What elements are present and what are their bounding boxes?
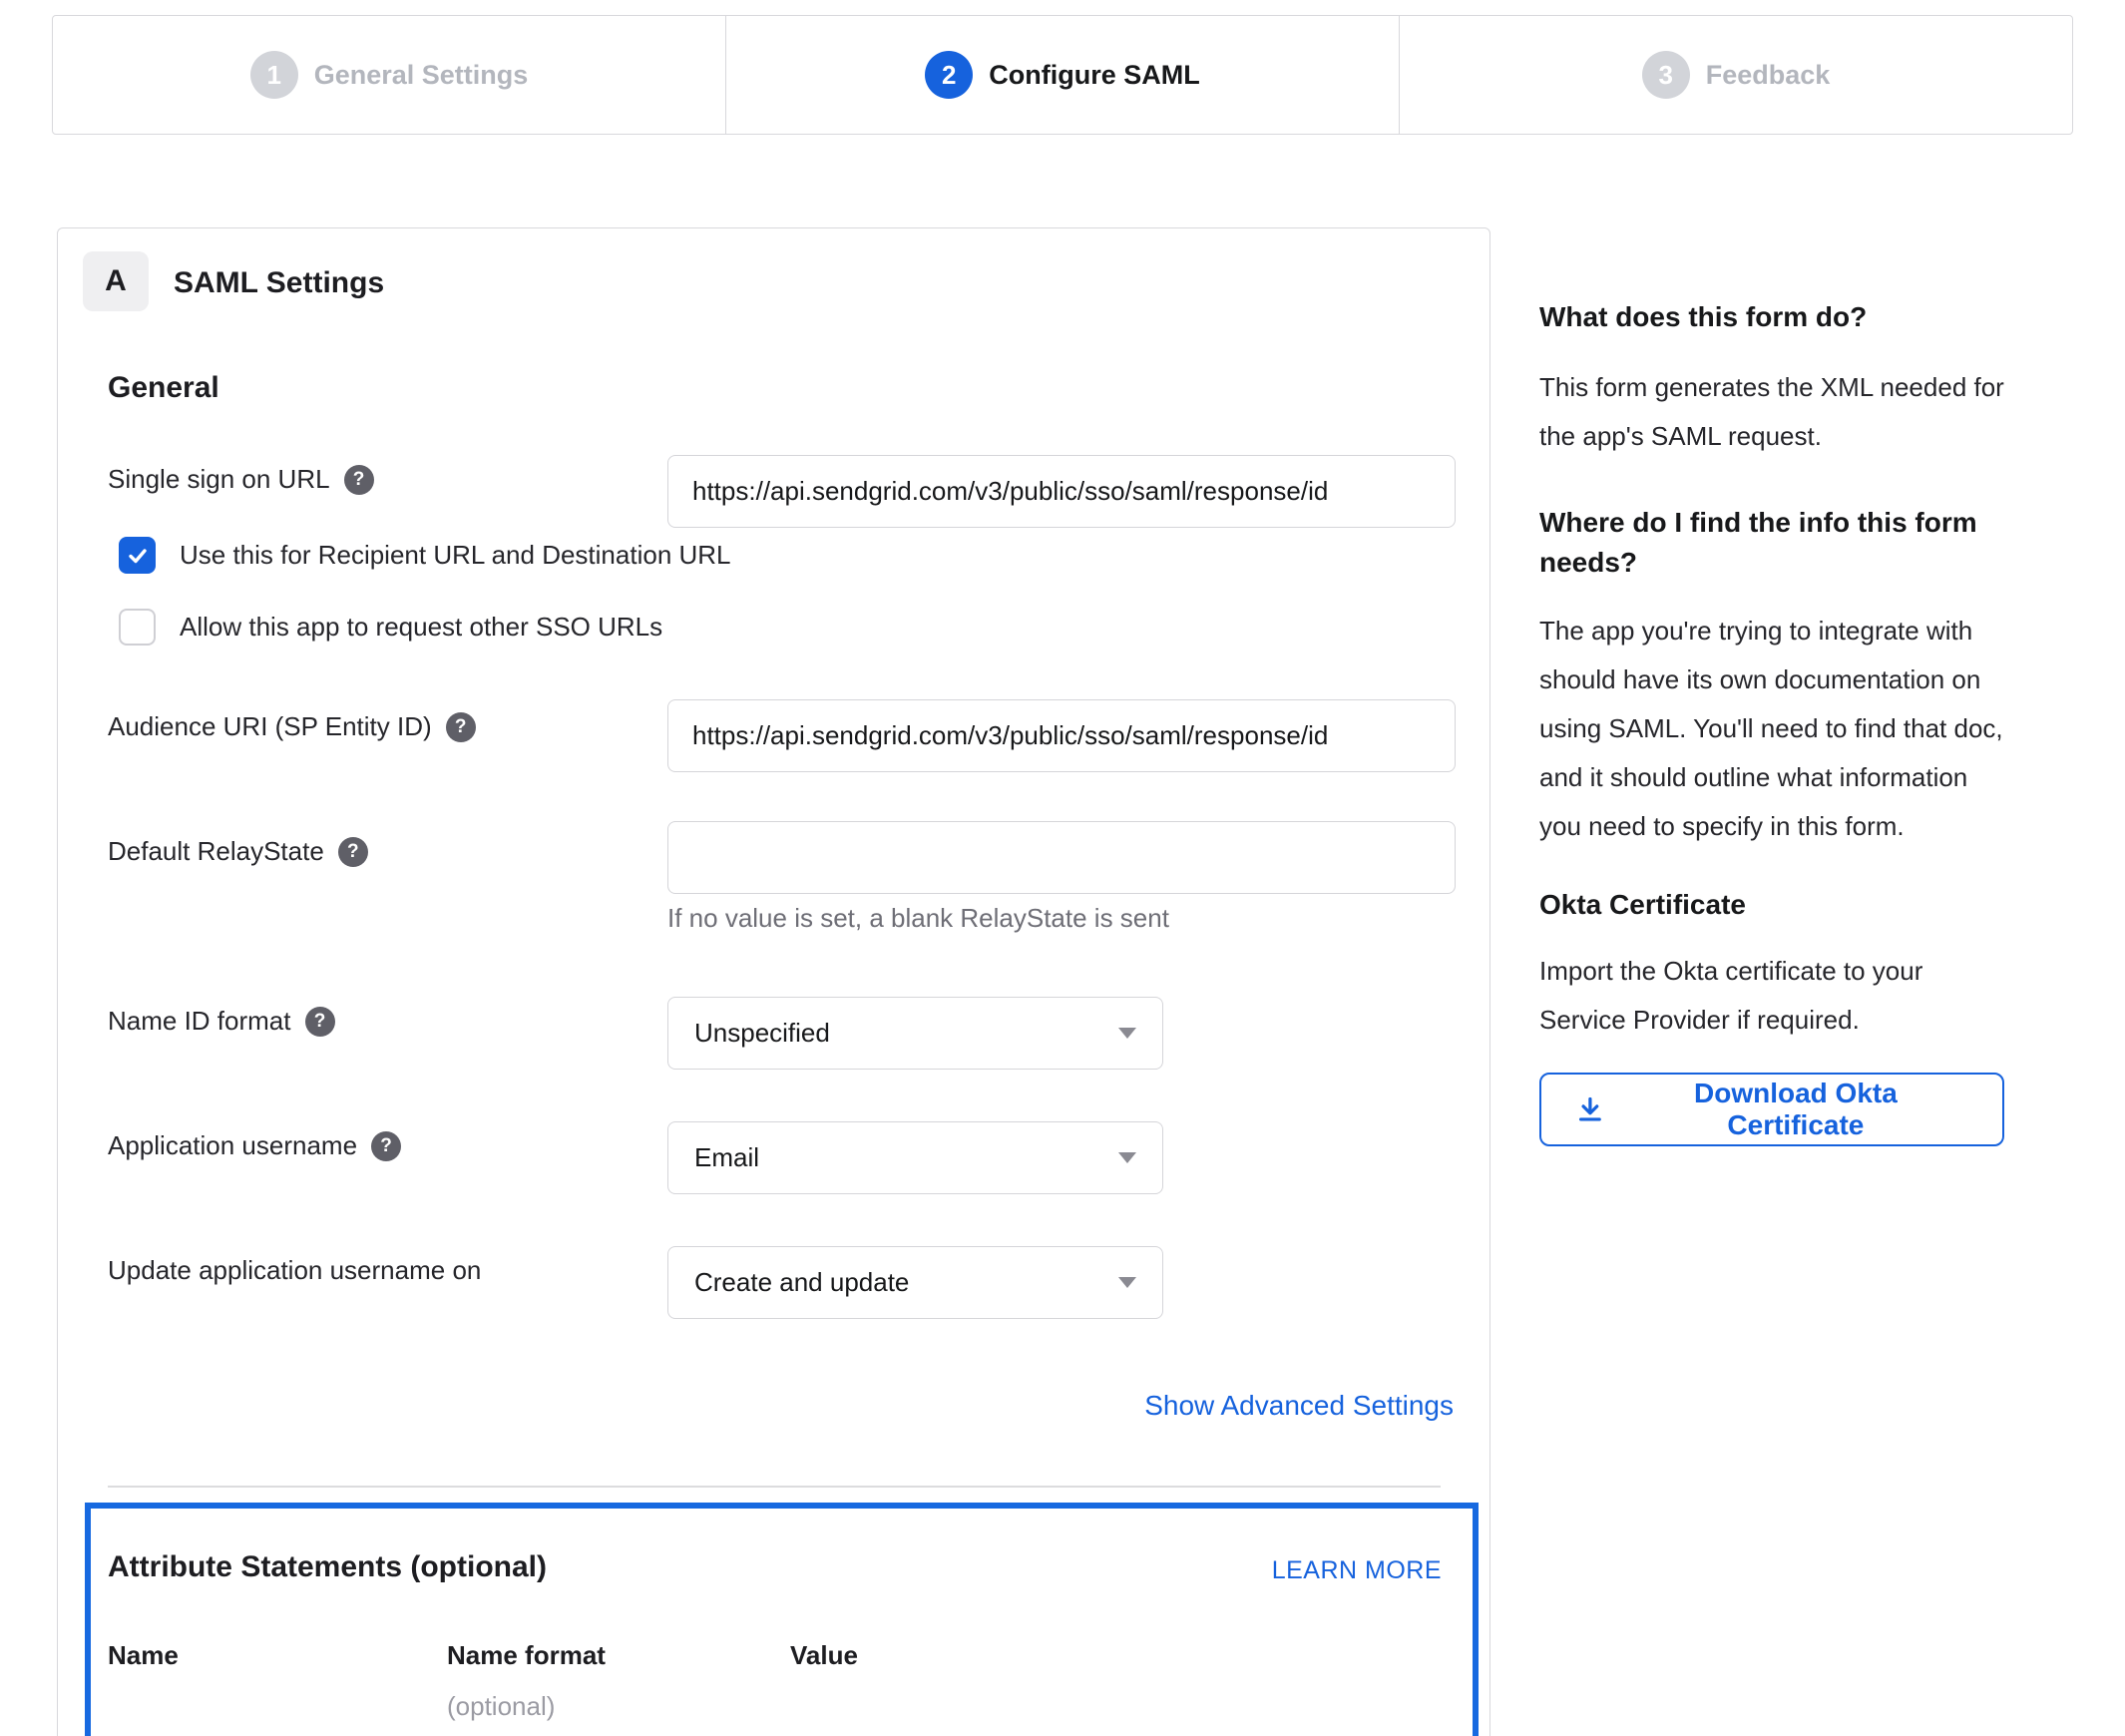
name-id-format-value: Unspecified: [694, 1018, 830, 1048]
update-app-username-label: [108, 1255, 481, 1286]
step-2-label: Configure SAML: [989, 59, 1200, 90]
update-app-username-select[interactable]: [667, 1246, 1163, 1319]
general-heading: General: [108, 371, 219, 404]
other-sso-checkbox-label: Allow this app to request other SSO URLs: [180, 612, 663, 642]
help-sidebar: [1539, 297, 2004, 1146]
card-title: SAML Settings: [174, 266, 385, 299]
step-1-circle: 1: [250, 51, 298, 99]
download-icon: [1575, 1094, 1605, 1124]
audience-uri-help-icon[interactable]: ?: [446, 712, 476, 742]
default-relaystate-input[interactable]: [667, 821, 1456, 894]
attr-column-value: Value: [790, 1640, 858, 1670]
chevron-down-icon: [1118, 1277, 1136, 1288]
update-app-username-label-text: Update application username on: [108, 1255, 482, 1285]
recipient-url-check-row: [119, 537, 731, 574]
section-divider: [108, 1486, 1441, 1488]
download-okta-certificate-button[interactable]: [1539, 1073, 2004, 1146]
sso-url-label-text: Single sign on URL: [108, 464, 330, 494]
audience-uri-label-text: Audience URI (SP Entity ID): [108, 711, 432, 741]
sidebar-heading-where: Where do I find the info this form needs?: [1539, 507, 1977, 578]
sso-url-input[interactable]: [667, 455, 1456, 528]
step-3-circle: 3: [1642, 51, 1690, 99]
sidebar-text-where: The app you're trying to integrate with should have its own documentation on using SAML. You'll need to find that doc, and it should outline what information you need to specify in this form.: [1539, 616, 2003, 841]
audience-uri-label: [108, 711, 476, 742]
step-3-label: Feedback: [1705, 59, 1831, 90]
default-relaystate-label-text: Default RelayState: [108, 836, 324, 866]
other-sso-check-row: [119, 609, 662, 646]
step-feedback[interactable]: [1399, 16, 2072, 134]
chevron-down-icon: [1118, 1152, 1136, 1163]
learn-more-link[interactable]: LEARN MORE: [1271, 1556, 1442, 1584]
step-configure-saml[interactable]: [725, 16, 1399, 134]
default-relaystate-help-icon[interactable]: ?: [338, 837, 368, 867]
recipient-url-checkbox-label: Use this for Recipient URL and Destination URL: [180, 540, 731, 570]
sidebar-heading-certificate: Okta Certificate: [1539, 889, 1746, 920]
attr-column-name-format: Name format: [447, 1640, 606, 1670]
other-sso-checkbox[interactable]: [119, 609, 156, 646]
recipient-url-checkbox[interactable]: [119, 537, 156, 574]
application-username-label-text: Application username: [108, 1130, 358, 1160]
step-1-label: General Settings: [313, 59, 529, 90]
name-id-format-help-icon[interactable]: ?: [305, 1007, 335, 1037]
section-a-badge: A: [83, 251, 149, 311]
show-advanced-settings-link[interactable]: Show Advanced Settings: [1144, 1390, 1454, 1421]
default-relaystate-label: [108, 836, 368, 867]
saml-settings-card: [57, 227, 1490, 1736]
chevron-down-icon: [1118, 1028, 1136, 1039]
sidebar-text-what: This form generates the XML needed for the app's SAML request.: [1539, 372, 2004, 451]
update-app-username-value: Create and update: [694, 1267, 910, 1297]
application-username-label: [108, 1130, 401, 1161]
sso-url-help-icon[interactable]: ?: [344, 465, 374, 495]
sso-url-label: [108, 464, 374, 495]
sidebar-heading-what: What does this form do?: [1539, 301, 1868, 332]
download-button-label: Download Okta Certificate: [1694, 1078, 1898, 1140]
audience-uri-input[interactable]: [667, 699, 1456, 772]
name-id-format-select[interactable]: [667, 997, 1163, 1070]
attribute-statements-section: [85, 1503, 1479, 1736]
step-general-settings[interactable]: [53, 16, 725, 134]
attribute-statements-title: Attribute Statements (optional): [108, 1550, 547, 1583]
name-id-format-label-text: Name ID format: [108, 1006, 291, 1036]
name-id-format-label: [108, 1006, 335, 1037]
relaystate-hint: If no value is set, a blank RelayState is sent: [667, 903, 1169, 933]
step-2-circle: 2: [925, 51, 973, 99]
attr-name-format-optional-note: (optional): [447, 1691, 556, 1721]
sidebar-text-certificate: Import the Okta certificate to your Service Provider if required.: [1539, 956, 1923, 1035]
wizard-stepper: [52, 15, 2073, 135]
application-username-help-icon[interactable]: ?: [371, 1131, 401, 1161]
checkmark-icon: [126, 544, 150, 568]
application-username-value: Email: [694, 1142, 760, 1172]
attr-column-name: Name: [108, 1640, 179, 1670]
application-username-select[interactable]: [667, 1121, 1163, 1194]
